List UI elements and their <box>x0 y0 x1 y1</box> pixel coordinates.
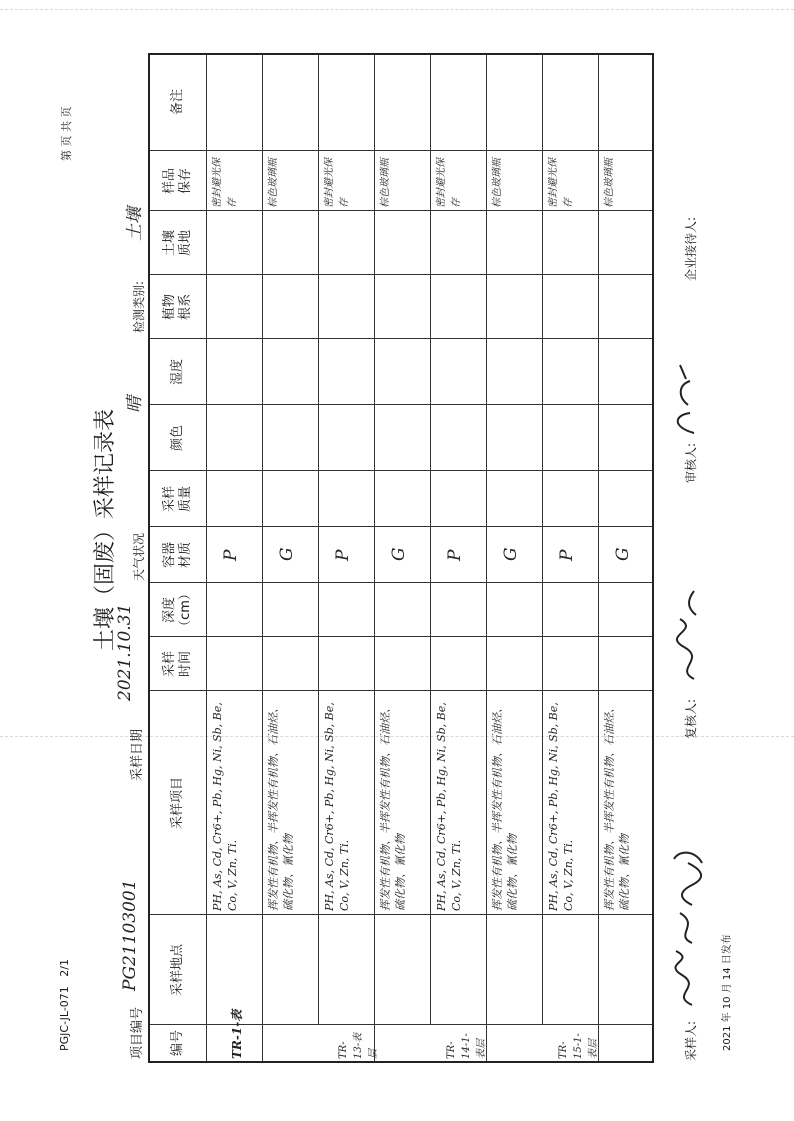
row-container: P <box>221 549 241 561</box>
form-code-text: PGJC-JL-071 <box>58 986 71 1051</box>
row-storage: 密封避光保存 <box>436 158 462 208</box>
checker-signature <box>670 585 710 685</box>
row-container: P <box>557 549 577 561</box>
row-container: G <box>613 547 633 561</box>
reviewer-signature <box>664 359 704 439</box>
row-items: PH, As, Cd, Cr6+, Pb, Hg, Ni, Sb, Be, Co, V, Zn, Ti. <box>211 702 239 911</box>
row-storage: 棕色玻璃瓶 <box>380 158 391 208</box>
header-mass: 采样质量 <box>162 486 193 513</box>
sampling-table <box>148 53 654 1063</box>
row-items: 挥发性有机物、半挥发性有机物、石油烃、硫化物、氰化物 <box>267 702 295 911</box>
page-number: 第 页 共 页 <box>60 106 73 161</box>
client-label: 企业接待人: <box>684 216 698 281</box>
row-id: TR-13-表层 <box>338 1032 379 1059</box>
sampling-date-label: 采样日期 <box>130 728 145 781</box>
row-storage: 棕色玻璃瓶 <box>268 158 279 208</box>
row-id: TR-1-表 <box>230 1009 244 1059</box>
row-container: P <box>445 549 465 561</box>
row-items: 挥发性有机物、半挥发性有机物、石油烃、硫化物、氰化物 <box>491 702 519 911</box>
revision-text: 2/1 <box>58 958 71 977</box>
row-items: PH, As, Cd, Cr6+, Pb, Hg, Ni, Sb, Be, Co, V, Zn, Ti. <box>435 702 463 911</box>
header-humidity: 湿度 <box>170 359 185 386</box>
sampler-signature <box>662 819 708 1009</box>
row-storage: 棕色玻璃瓶 <box>492 158 503 208</box>
sampling-date-value: 2021.10.31 <box>115 603 135 701</box>
header-remark: 备注 <box>170 89 185 116</box>
project-no-label: 项目编号 <box>130 1006 145 1059</box>
row-items: PH, As, Cd, Cr6+, Pb, Hg, Ni, Sb, Be, Co, V, Zn, Ti. <box>547 702 575 911</box>
header-depth: 深度（cm） <box>162 587 193 633</box>
issued-date: 2021 年 10 月 14 日发布 <box>722 934 733 1051</box>
form-code <box>58 959 71 1051</box>
row-storage: 棕色玻璃瓶 <box>604 158 615 208</box>
page-title: 土壤（固废）采样记录表 <box>93 408 118 651</box>
weather-value: 晴 <box>125 396 145 413</box>
header-storage: 样品保存 <box>162 168 193 195</box>
header-color: 颜色 <box>170 425 185 452</box>
checker-label: 复核人: <box>684 698 698 739</box>
row-container: P <box>333 549 353 561</box>
detect-type-label: 检测类别: <box>132 280 146 333</box>
header-roots: 植物根系 <box>162 294 193 321</box>
row-id: TR-14-1-表层 <box>446 1033 487 1059</box>
header-items: 采样项目 <box>170 777 185 830</box>
reviewer-label: 审核人: <box>684 442 698 483</box>
row-id: TR-15-1-表层 <box>558 1033 599 1059</box>
header-texture: 土壤质地 <box>162 230 193 257</box>
project-no-value: PG21103001 <box>120 879 140 991</box>
row-storage: 密封避光保存 <box>324 158 350 208</box>
row-container: G <box>501 547 521 561</box>
header-id: 编号 <box>170 1030 185 1057</box>
sampler-label: 采样人: <box>684 1020 698 1061</box>
row-storage: 密封避光保存 <box>548 158 574 208</box>
row-items: 挥发性有机物、半挥发性有机物、石油烃、硫化物、氰化物 <box>379 702 407 911</box>
header-location: 采样地点 <box>170 944 185 997</box>
row-items: PH, As, Cd, Cr6+, Pb, Hg, Ni, Sb, Be, Co, V, Zn, Ti. <box>323 702 351 911</box>
row-container: G <box>389 547 409 561</box>
detect-type-value: 土壤 <box>125 207 145 241</box>
row-items: 挥发性有机物、半挥发性有机物、石油烃、硫化物、氰化物 <box>603 702 631 911</box>
header-container: 容器材质 <box>162 542 193 569</box>
weather-label: 天气状况 <box>132 532 146 581</box>
header-time: 采样时间 <box>162 651 193 678</box>
row-container: G <box>277 547 297 561</box>
row-storage: 密封避光保存 <box>212 158 238 208</box>
